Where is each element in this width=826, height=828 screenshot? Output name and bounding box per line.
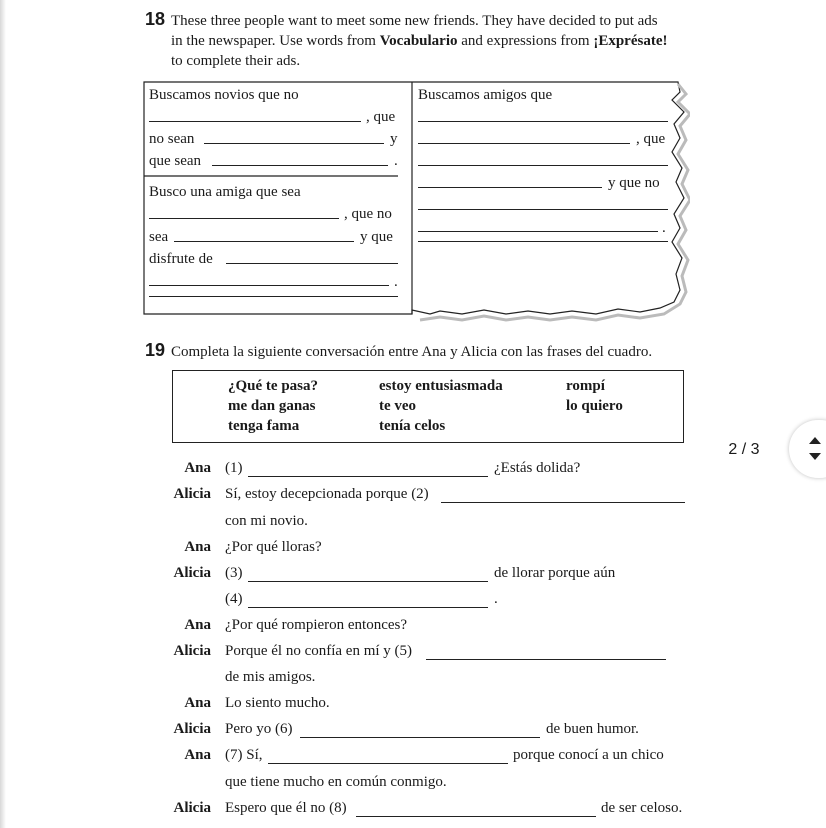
speaker-alicia: Alicia xyxy=(173,800,211,816)
ad1-row2-end: y xyxy=(390,131,398,147)
line-6-after: . xyxy=(494,591,498,607)
ad3-row4-end: y que no xyxy=(608,175,660,191)
phrase-3: rompí xyxy=(566,378,605,394)
page-indicator: 2 / 3 xyxy=(716,436,772,464)
ad3-row2-end: , que xyxy=(636,131,666,147)
blank-5[interactable] xyxy=(426,659,666,660)
line-9-before: de mis amigos. xyxy=(225,669,316,685)
speaker-alicia: Alicia xyxy=(173,486,211,502)
blank-2[interactable] xyxy=(441,502,685,503)
speaker-ana: Ana xyxy=(184,460,211,476)
line-3-before: con mi novio. xyxy=(225,513,308,529)
line-2-before: Sí, estoy decepcionada porque (2) xyxy=(225,486,429,502)
ad2-blank-2[interactable] xyxy=(174,241,354,242)
ad2-row2-end: y que xyxy=(360,229,393,245)
blank-7[interactable] xyxy=(268,763,508,764)
blank-1[interactable] xyxy=(248,476,488,477)
ad2-blank-4[interactable] xyxy=(149,285,389,286)
line-11-after: de buen humor. xyxy=(546,721,639,737)
ad1-heading: Buscamos novios que no xyxy=(149,87,299,103)
ad3-blank-4[interactable] xyxy=(418,187,602,188)
ad1-blank-3[interactable] xyxy=(212,165,388,166)
exercise-18-intro-line1: These three people want to meet some new friends. They have decided to put ads xyxy=(171,13,658,29)
page-edge-shadow xyxy=(0,0,6,828)
page-scroll-button[interactable] xyxy=(789,420,826,478)
ad1-blank-1[interactable] xyxy=(149,121,361,122)
ad1-row3-end: . xyxy=(394,153,398,169)
line-1-before: (1) xyxy=(225,460,243,476)
speaker-ana: Ana xyxy=(184,747,211,763)
ad3-heading: Buscamos amigos que xyxy=(418,87,553,103)
speaker-alicia: Alicia xyxy=(173,721,211,737)
line-5-after: de llorar porque aún xyxy=(494,565,616,581)
ad3-blank-7[interactable] xyxy=(418,241,668,242)
phrase-1: ¿Qué te pasa? xyxy=(228,378,318,394)
exercise-19-number: 19 xyxy=(145,340,166,360)
speaker-alicia: Alicia xyxy=(173,643,211,659)
ad2-row2-start: sea xyxy=(149,229,169,245)
ad2-row3-start: disfrute de xyxy=(149,251,213,267)
ad3-blank-2[interactable] xyxy=(418,143,630,144)
ad2-blank-5[interactable] xyxy=(149,296,398,297)
line-14-before: Espero que él no (8) xyxy=(225,800,347,816)
line-7-before: ¿Por qué rompieron entonces? xyxy=(225,617,408,633)
exercise-18-intro-line3: to complete their ads. xyxy=(171,53,301,69)
ad3-row6-end: . xyxy=(662,220,666,236)
ad1-row1-end: , que xyxy=(366,109,396,125)
line-14-after: de ser celoso. xyxy=(601,800,683,816)
down-arrow-icon xyxy=(809,453,821,460)
ad1-row3-start: que sean xyxy=(149,153,202,169)
blank-3[interactable] xyxy=(248,581,488,582)
speaker-ana: Ana xyxy=(184,539,211,555)
line-5-before: (3) xyxy=(225,565,243,581)
exercise-19-intro: Completa la siguiente conversación entre Ana y Alicia con las frases del cuadro. xyxy=(171,344,653,360)
ad2-blank-1[interactable] xyxy=(149,218,339,219)
line-8-before: Porque él no confía en mí y (5) xyxy=(225,643,413,659)
line-12-after: porque conocí a un chico xyxy=(513,747,664,763)
ad3-blank-1[interactable] xyxy=(418,121,668,122)
exercise-18-number: 18 xyxy=(145,9,166,29)
blank-8[interactable] xyxy=(356,816,596,817)
speaker-ana: Ana xyxy=(184,617,211,633)
phrase-4: me dan ganas xyxy=(228,398,316,414)
speaker-alicia: Alicia xyxy=(173,565,211,581)
blank-4[interactable] xyxy=(248,607,488,608)
line-12-before: (7) Sí, xyxy=(225,747,263,763)
phrase-8: tenía celos xyxy=(379,418,446,434)
ad3-blank-5[interactable] xyxy=(418,209,668,210)
ad3-blank-6[interactable] xyxy=(418,231,658,232)
phrase-5: te veo xyxy=(379,398,417,414)
line-4-before: ¿Por qué lloras? xyxy=(225,539,322,555)
ad1-blank-2[interactable] xyxy=(204,143,384,144)
line-6-before: (4) xyxy=(225,591,243,607)
phrase-2: estoy entusiasmada xyxy=(379,378,503,394)
speaker-ana: Ana xyxy=(184,695,211,711)
line-1-after: ¿Estás dolida? xyxy=(494,460,581,476)
ad2-row4-end: . xyxy=(394,274,398,290)
phrase-6: lo quiero xyxy=(566,398,623,414)
line-10-before: Lo siento mucho. xyxy=(225,695,330,711)
ad2-heading: Busco una amiga que sea xyxy=(149,184,301,200)
ad2-row1-end: , que no xyxy=(344,206,392,222)
line-11-before: Pero yo (6) xyxy=(225,721,293,737)
ad1-row2-start: no sean xyxy=(149,131,195,147)
ad2-blank-3[interactable] xyxy=(226,263,398,264)
up-arrow-icon xyxy=(809,437,821,444)
blank-6[interactable] xyxy=(300,737,540,738)
line-13-before: que tiene mucho en común conmigo. xyxy=(225,774,447,790)
ad3-blank-3[interactable] xyxy=(418,165,668,166)
phrase-7: tenga fama xyxy=(228,418,300,434)
exercise-18-intro-line2: in the newspaper. Use words from Vocabulario and expressions from ¡Exprésate! xyxy=(171,33,668,49)
